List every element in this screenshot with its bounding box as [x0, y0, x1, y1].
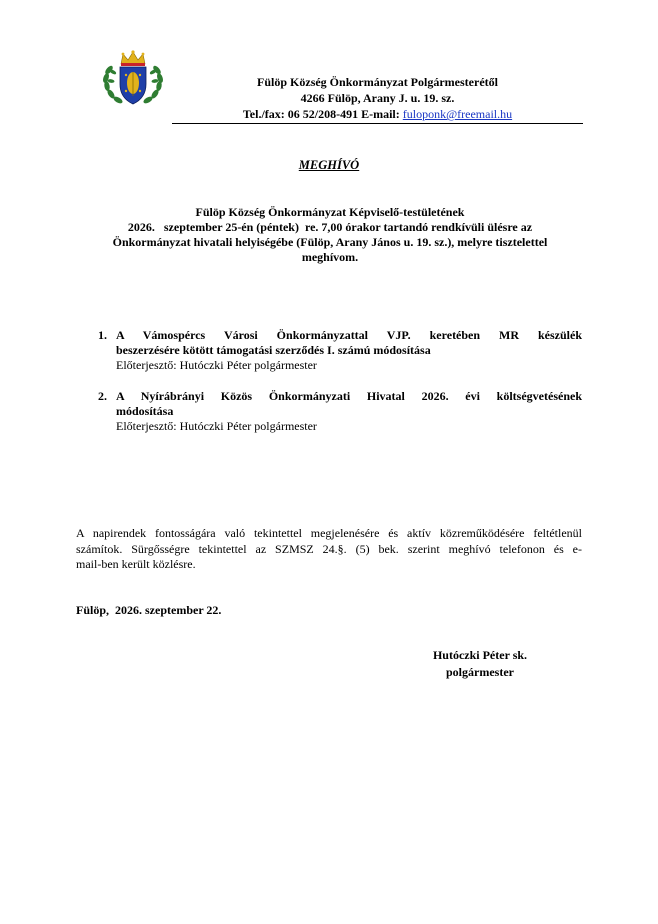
agenda-item-title-line-2: beszerzésére kötött támogatási szerződés I. számú módosítása [116, 343, 431, 357]
header-phone-fax: Tel./fax: 06 52/208-491 E-mail: [242, 107, 403, 121]
agenda-item-title-line-2: módosítása [116, 404, 174, 418]
document-title: MEGHÍVÓ [298, 158, 360, 172]
agenda-item-number: 2. [98, 389, 107, 403]
closing-line-3: mail-ben került közlésre. [76, 557, 196, 571]
agenda-item [98, 328, 582, 376]
intro-line-2: 2026. szeptember 25-én (péntek) re. 7,00 órakor tartandó rendkívüli ülésre az [127, 220, 533, 234]
place-and-date: Fülöp, 2026. szeptember 22. [76, 603, 222, 617]
agenda-item-title-line-1: A Nyírábrányi Közös Önkormányzati Hivatal 2026. évi költségvetésének [116, 389, 582, 403]
intro-line-3: Önkormányzat hivatali helyiségébe (Fülöp, Arany János u. 19. sz.), melyre tisztelettel [112, 235, 548, 249]
header-divider [172, 123, 583, 124]
header-address: 4266 Fülöp, Arany J. u. 19. sz. [300, 91, 455, 105]
email-link[interactable]: fuloponk@freemail.hu [402, 107, 513, 121]
agenda-item-title-line-1: A Vámospércs Városi Önkormányzattal VJP. keretében MR készülék [116, 328, 582, 342]
header-office-name: Fülöp Község Önkormányzat Polgármesterétől [257, 75, 498, 89]
agenda-item-presenter: Előterjesztő: Hutóczki Péter polgármester [116, 419, 317, 433]
closing-line-1: A napirendek fontosságára való tekintettel megjelenésére és aktív közreműködésére feltétlenül [76, 526, 582, 540]
intro-line-1: Fülöp Község Önkormányzat Képviselő-testületének [195, 205, 465, 219]
closing-paragraph [76, 526, 582, 573]
coat-of-arms-logo [100, 50, 166, 108]
closing-line-2: számítok. Sürgősségre tekintettel az SZMSZ 24.§. (5) bek. szerint meghívó telefonon és e- [76, 541, 582, 556]
agenda-item [98, 389, 582, 437]
header-contact [175, 106, 580, 122]
agenda-item-number: 1. [98, 328, 107, 342]
signature-name: Hutóczki Péter sk. [432, 648, 528, 662]
intro-line-4: meghívom. [301, 250, 359, 264]
signature-role: polgármester [446, 665, 514, 679]
agenda-item-presenter: Előterjesztő: Hutóczki Péter polgármester [116, 358, 317, 372]
